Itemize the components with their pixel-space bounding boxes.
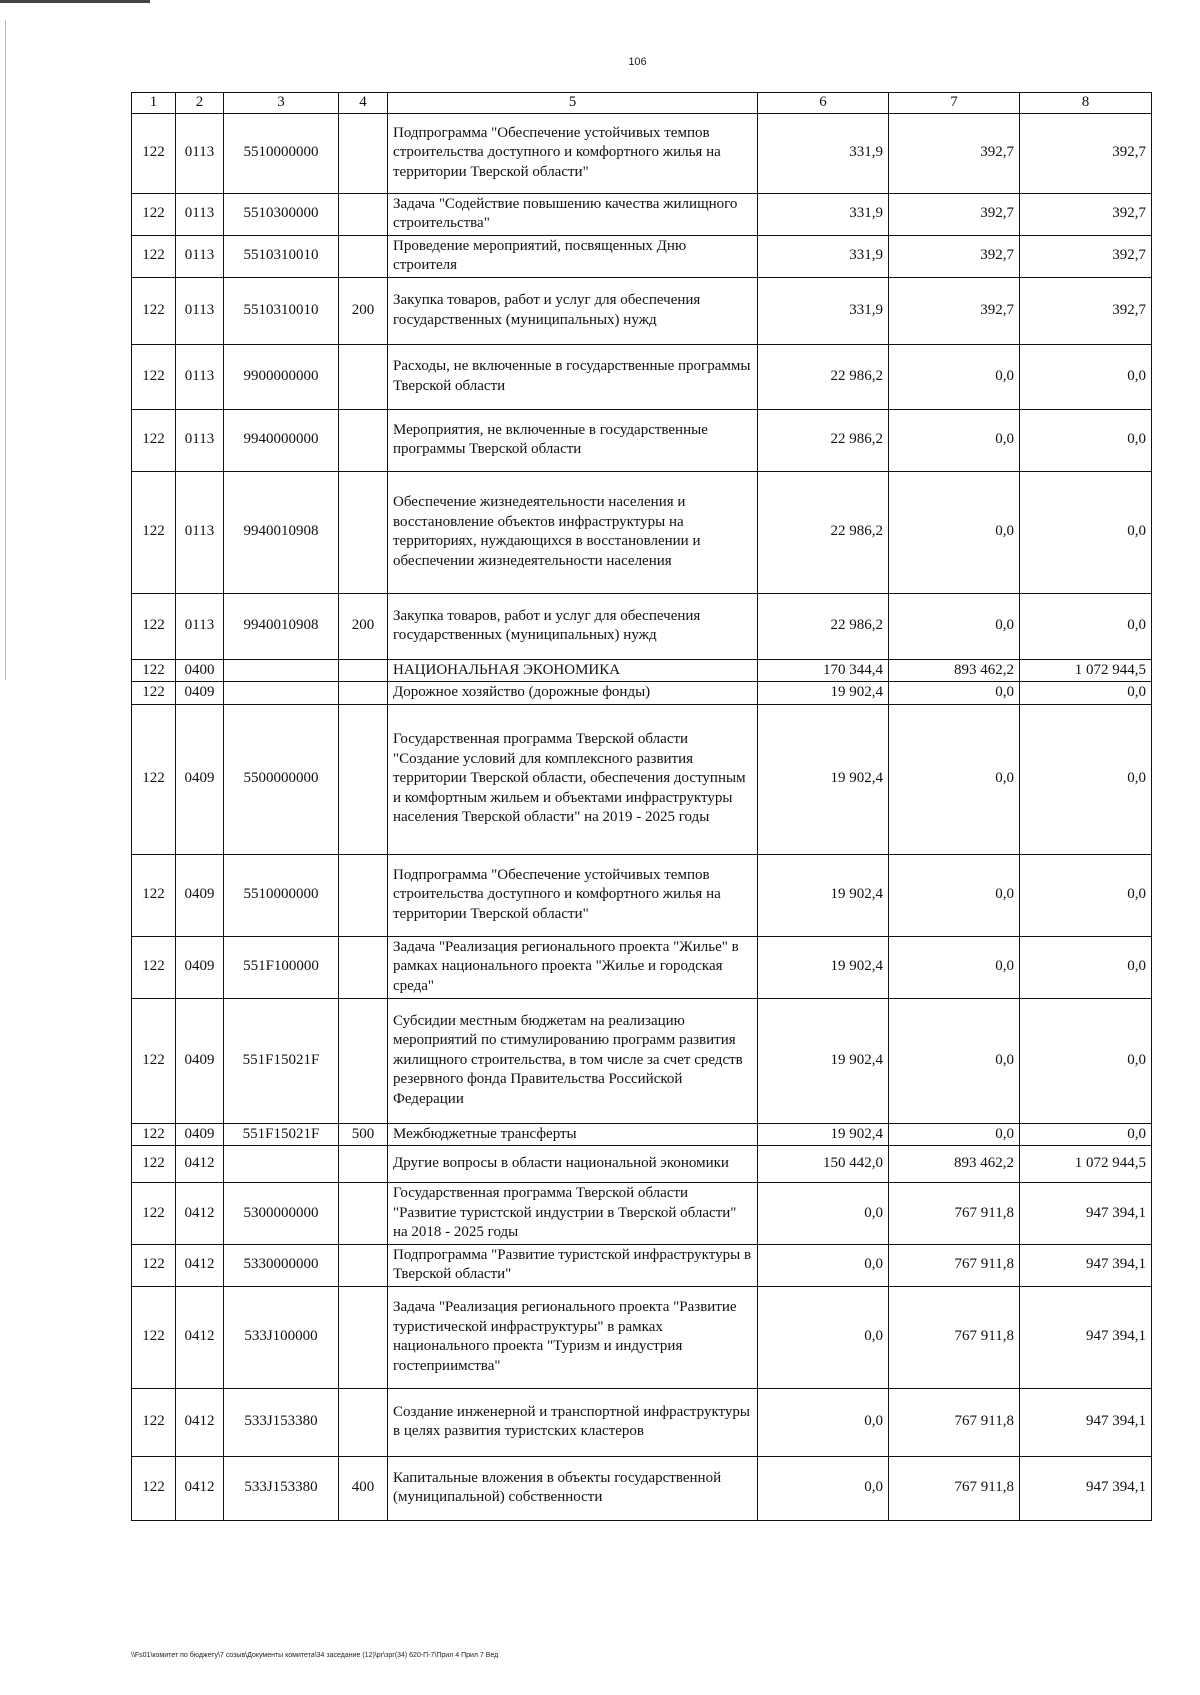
section-code-cell: 0113 — [176, 593, 224, 659]
section-code-cell: 0409 — [176, 936, 224, 998]
amount-col8-cell: 392,7 — [1020, 235, 1152, 277]
table-row — [132, 113, 1152, 193]
item-name-cell: Обеспечение жизнедеятельности населения и восстановление объектов инфраструктуры на территориях, нуждающихся в восстановлении и обеспечении жизнедеятельности населения — [388, 471, 758, 593]
admin-code-cell: 122 — [132, 854, 176, 936]
table-row — [132, 471, 1152, 593]
target-article-cell: 5330000000 — [224, 1244, 339, 1286]
table-row — [132, 593, 1152, 659]
section-code-cell: 0113 — [176, 235, 224, 277]
column-header: 1 — [132, 93, 176, 114]
target-article-cell: 5510310010 — [224, 277, 339, 344]
target-article-cell: 551F100000 — [224, 936, 339, 998]
amount-col8-cell: 0,0 — [1020, 704, 1152, 854]
amount-col7-cell: 0,0 — [889, 409, 1020, 471]
admin-code-cell: 122 — [132, 409, 176, 471]
item-name-cell: Капитальные вложения в объекты государственной (муниципальной) собственности — [388, 1456, 758, 1520]
amount-col6-cell: 0,0 — [758, 1244, 889, 1286]
amount-col7-cell: 0,0 — [889, 344, 1020, 409]
target-article-cell — [224, 1146, 339, 1183]
table-row — [132, 1146, 1152, 1183]
item-name-cell: Задача "Содействие повышению качества жилищного строительства" — [388, 193, 758, 235]
amount-col8-cell: 947 394,1 — [1020, 1244, 1152, 1286]
admin-code-cell: 122 — [132, 1456, 176, 1520]
expense-type-cell: 200 — [339, 277, 388, 344]
scan-artifact-line — [0, 0, 150, 3]
amount-col7-cell: 767 911,8 — [889, 1456, 1020, 1520]
admin-code-cell: 122 — [132, 113, 176, 193]
expense-type-cell — [339, 344, 388, 409]
amount-col7-cell: 767 911,8 — [889, 1183, 1020, 1245]
expense-type-cell — [339, 471, 388, 593]
table-row — [132, 998, 1152, 1123]
table-row — [132, 936, 1152, 998]
section-code-cell: 0412 — [176, 1146, 224, 1183]
amount-col8-cell: 1 072 944,5 — [1020, 1146, 1152, 1183]
amount-col6-cell: 331,9 — [758, 113, 889, 193]
admin-code-cell: 122 — [132, 344, 176, 409]
item-name-cell: Дорожное хозяйство (дорожные фонды) — [388, 682, 758, 705]
amount-col8-cell: 0,0 — [1020, 344, 1152, 409]
item-name-cell: Другие вопросы в области национальной экономики — [388, 1146, 758, 1183]
expense-type-cell — [339, 1286, 388, 1388]
section-code-cell: 0412 — [176, 1456, 224, 1520]
expense-type-cell: 400 — [339, 1456, 388, 1520]
expense-type-cell — [339, 235, 388, 277]
column-header: 2 — [176, 93, 224, 114]
expense-type-cell — [339, 659, 388, 682]
section-code-cell: 0412 — [176, 1286, 224, 1388]
item-name-cell: Проведение мероприятий, посвященных Дню строителя — [388, 235, 758, 277]
amount-col6-cell: 22 986,2 — [758, 593, 889, 659]
admin-code-cell: 122 — [132, 1123, 176, 1146]
item-name-cell: Подпрограмма "Обеспечение устойчивых темпов строительства доступного и комфортного жилья на территории Тверской области" — [388, 854, 758, 936]
column-header: 5 — [388, 93, 758, 114]
admin-code-cell: 122 — [132, 471, 176, 593]
admin-code-cell: 122 — [132, 1286, 176, 1388]
amount-col7-cell: 767 911,8 — [889, 1286, 1020, 1388]
section-code-cell: 0409 — [176, 682, 224, 705]
target-article-cell: 551F15021F — [224, 1123, 339, 1146]
amount-col6-cell: 331,9 — [758, 277, 889, 344]
target-article-cell: 5500000000 — [224, 704, 339, 854]
amount-col6-cell: 19 902,4 — [758, 704, 889, 854]
amount-col8-cell: 0,0 — [1020, 1123, 1152, 1146]
item-name-cell: Подпрограмма "Обеспечение устойчивых темпов строительства доступного и комфортного жилья на территории Тверской области" — [388, 113, 758, 193]
amount-col7-cell: 392,7 — [889, 193, 1020, 235]
target-article-cell: 5510000000 — [224, 854, 339, 936]
amount-col8-cell: 0,0 — [1020, 682, 1152, 705]
section-code-cell: 0113 — [176, 277, 224, 344]
amount-col8-cell: 947 394,1 — [1020, 1286, 1152, 1388]
file-path-footer: \\Fs01\комитет по бюджету\7 созыв\Документы комитета\34 заседание (12)\рг\зрг(34) 620-П-7\Прил 4 Прил 7 Вед — [131, 1652, 499, 1659]
amount-col8-cell: 0,0 — [1020, 998, 1152, 1123]
table-row — [132, 682, 1152, 705]
admin-code-cell: 122 — [132, 235, 176, 277]
target-article-cell: 5510310010 — [224, 235, 339, 277]
item-name-cell: Создание инженерной и транспортной инфраструктуры в целях развития туристских кластеров — [388, 1388, 758, 1456]
amount-col7-cell: 392,7 — [889, 277, 1020, 344]
item-name-cell: Закупка товаров, работ и услуг для обеспечения государственных (муниципальных) нужд — [388, 593, 758, 659]
section-code-cell: 0409 — [176, 704, 224, 854]
amount-col7-cell: 0,0 — [889, 593, 1020, 659]
amount-col6-cell: 0,0 — [758, 1183, 889, 1245]
section-code-cell: 0113 — [176, 193, 224, 235]
expense-type-cell — [339, 704, 388, 854]
table-row — [132, 235, 1152, 277]
admin-code-cell: 122 — [132, 1146, 176, 1183]
section-code-cell: 0400 — [176, 659, 224, 682]
amount-col6-cell: 0,0 — [758, 1388, 889, 1456]
target-article-cell: 9940010908 — [224, 471, 339, 593]
admin-code-cell: 122 — [132, 1388, 176, 1456]
amount-col7-cell: 0,0 — [889, 998, 1020, 1123]
amount-col6-cell: 0,0 — [758, 1286, 889, 1388]
admin-code-cell: 122 — [132, 593, 176, 659]
column-header: 3 — [224, 93, 339, 114]
section-code-cell: 0113 — [176, 344, 224, 409]
admin-code-cell: 122 — [132, 682, 176, 705]
amount-col8-cell: 392,7 — [1020, 277, 1152, 344]
admin-code-cell: 122 — [132, 704, 176, 854]
table-row — [132, 277, 1152, 344]
expense-type-cell — [339, 682, 388, 705]
amount-col6-cell: 22 986,2 — [758, 409, 889, 471]
amount-col6-cell: 331,9 — [758, 235, 889, 277]
amount-col6-cell: 19 902,4 — [758, 998, 889, 1123]
admin-code-cell: 122 — [132, 659, 176, 682]
table-row — [132, 409, 1152, 471]
column-header: 7 — [889, 93, 1020, 114]
amount-col6-cell: 150 442,0 — [758, 1146, 889, 1183]
target-article-cell: 533J153380 — [224, 1456, 339, 1520]
expense-type-cell — [339, 854, 388, 936]
target-article-cell: 5300000000 — [224, 1183, 339, 1245]
amount-col8-cell: 0,0 — [1020, 471, 1152, 593]
table-row — [132, 1286, 1152, 1388]
amount-col8-cell: 392,7 — [1020, 193, 1152, 235]
column-number-row — [132, 93, 1152, 114]
table-row — [132, 1123, 1152, 1146]
amount-col6-cell: 22 986,2 — [758, 344, 889, 409]
section-code-cell: 0409 — [176, 854, 224, 936]
amount-col7-cell: 0,0 — [889, 682, 1020, 705]
amount-col7-cell: 893 462,2 — [889, 659, 1020, 682]
expense-type-cell — [339, 193, 388, 235]
expense-type-cell: 500 — [339, 1123, 388, 1146]
amount-col8-cell: 947 394,1 — [1020, 1183, 1152, 1245]
table-row — [132, 704, 1152, 854]
item-name-cell: Подпрограмма "Развитие туристской инфраструктуры в Тверской области" — [388, 1244, 758, 1286]
target-article-cell: 551F15021F — [224, 998, 339, 1123]
amount-col8-cell: 392,7 — [1020, 113, 1152, 193]
amount-col7-cell: 392,7 — [889, 235, 1020, 277]
expense-type-cell — [339, 1183, 388, 1245]
item-name-cell: Государственная программа Тверской области "Развитие туристской индустрии в Тверской области" на 2018 - 2025 годы — [388, 1183, 758, 1245]
target-article-cell: 9940000000 — [224, 409, 339, 471]
section-code-cell: 0412 — [176, 1244, 224, 1286]
amount-col8-cell: 1 072 944,5 — [1020, 659, 1152, 682]
admin-code-cell: 122 — [132, 1244, 176, 1286]
item-name-cell: Межбюджетные трансферты — [388, 1123, 758, 1146]
target-article-cell — [224, 659, 339, 682]
column-header: 6 — [758, 93, 889, 114]
expense-type-cell — [339, 1244, 388, 1286]
expense-type-cell: 200 — [339, 593, 388, 659]
admin-code-cell: 122 — [132, 998, 176, 1123]
admin-code-cell: 122 — [132, 1183, 176, 1245]
expense-type-cell — [339, 409, 388, 471]
amount-col8-cell: 947 394,1 — [1020, 1456, 1152, 1520]
target-article-cell: 533J100000 — [224, 1286, 339, 1388]
item-name-cell: НАЦИОНАЛЬНАЯ ЭКОНОМИКА — [388, 659, 758, 682]
amount-col6-cell: 0,0 — [758, 1456, 889, 1520]
amount-col7-cell: 0,0 — [889, 704, 1020, 854]
budget-table — [131, 92, 1152, 1521]
section-code-cell: 0412 — [176, 1183, 224, 1245]
amount-col7-cell: 893 462,2 — [889, 1146, 1020, 1183]
amount-col6-cell: 331,9 — [758, 193, 889, 235]
table-row — [132, 854, 1152, 936]
page-number: 106 — [628, 56, 647, 68]
amount-col7-cell: 392,7 — [889, 113, 1020, 193]
amount-col6-cell: 19 902,4 — [758, 1123, 889, 1146]
amount-col7-cell: 0,0 — [889, 471, 1020, 593]
amount-col8-cell: 0,0 — [1020, 854, 1152, 936]
target-article-cell: 5510300000 — [224, 193, 339, 235]
expense-type-cell — [339, 998, 388, 1123]
admin-code-cell: 122 — [132, 193, 176, 235]
item-name-cell: Мероприятия, не включенные в государственные программы Тверской области — [388, 409, 758, 471]
amount-col6-cell: 19 902,4 — [758, 854, 889, 936]
amount-col8-cell: 0,0 — [1020, 409, 1152, 471]
amount-col8-cell: 0,0 — [1020, 936, 1152, 998]
section-code-cell: 0113 — [176, 113, 224, 193]
table-row — [132, 193, 1152, 235]
admin-code-cell: 122 — [132, 277, 176, 344]
item-name-cell: Субсидии местным бюджетам на реализацию мероприятий по стимулированию программ развития жилищного строительства, в том числе за счет средств резервного фонда Правительства Российской Федерации — [388, 998, 758, 1123]
table-row — [132, 1183, 1152, 1245]
expense-type-cell — [339, 936, 388, 998]
item-name-cell: Государственная программа Тверской области "Создание условий для комплексного развития территории Тверской области, обеспечения доступным и комфортным жильем и объектами инфраструктуры населения Тверской области" на 2019 - 2025 годы — [388, 704, 758, 854]
amount-col8-cell: 0,0 — [1020, 593, 1152, 659]
section-code-cell: 0409 — [176, 1123, 224, 1146]
amount-col6-cell: 22 986,2 — [758, 471, 889, 593]
amount-col7-cell: 0,0 — [889, 854, 1020, 936]
amount-col6-cell: 19 902,4 — [758, 682, 889, 705]
table-row — [132, 659, 1152, 682]
table-row — [132, 1244, 1152, 1286]
item-name-cell: Закупка товаров, работ и услуг для обеспечения государственных (муниципальных) нужд — [388, 277, 758, 344]
target-article-cell: 9900000000 — [224, 344, 339, 409]
column-header: 4 — [339, 93, 388, 114]
target-article-cell: 9940010908 — [224, 593, 339, 659]
section-code-cell: 0409 — [176, 998, 224, 1123]
item-name-cell: Задача "Реализация регионального проекта "Жилье" в рамках национального проекта "Жилье и городская среда" — [388, 936, 758, 998]
section-code-cell: 0412 — [176, 1388, 224, 1456]
table-row — [132, 1388, 1152, 1456]
expense-type-cell — [339, 113, 388, 193]
item-name-cell: Задача "Реализация регионального проекта "Развитие туристической инфраструктуры" в рамках национального проекта "Туризм и индустрия гостеприимства" — [388, 1286, 758, 1388]
table-row — [132, 1456, 1152, 1520]
amount-col7-cell: 767 911,8 — [889, 1244, 1020, 1286]
amount-col8-cell: 947 394,1 — [1020, 1388, 1152, 1456]
expense-type-cell — [339, 1388, 388, 1456]
amount-col7-cell: 0,0 — [889, 936, 1020, 998]
column-header: 8 — [1020, 93, 1152, 114]
target-article-cell: 533J153380 — [224, 1388, 339, 1456]
target-article-cell — [224, 682, 339, 705]
admin-code-cell: 122 — [132, 936, 176, 998]
amount-col6-cell: 170 344,4 — [758, 659, 889, 682]
scan-margin-line — [5, 20, 6, 680]
target-article-cell: 5510000000 — [224, 113, 339, 193]
section-code-cell: 0113 — [176, 409, 224, 471]
section-code-cell: 0113 — [176, 471, 224, 593]
amount-col7-cell: 767 911,8 — [889, 1388, 1020, 1456]
amount-col6-cell: 19 902,4 — [758, 936, 889, 998]
amount-col7-cell: 0,0 — [889, 1123, 1020, 1146]
expense-type-cell — [339, 1146, 388, 1183]
item-name-cell: Расходы, не включенные в государственные программы Тверской области — [388, 344, 758, 409]
table-row — [132, 344, 1152, 409]
